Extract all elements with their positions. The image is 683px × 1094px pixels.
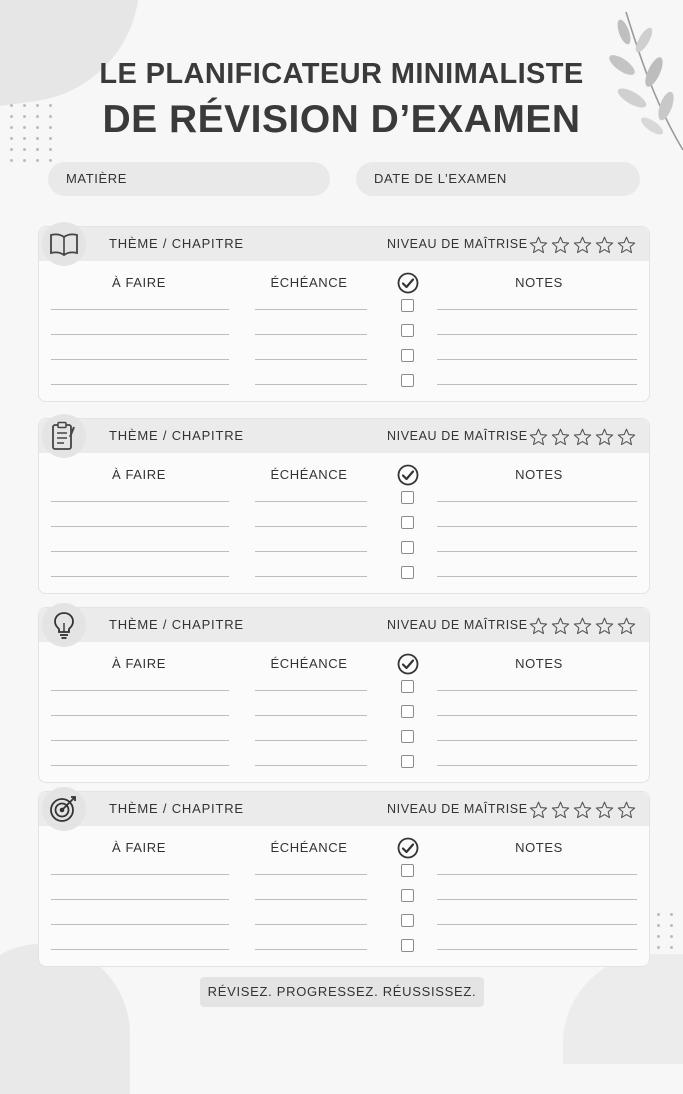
notes-line[interactable]: [437, 309, 637, 310]
due-date-line[interactable]: [255, 334, 367, 335]
notes-line[interactable]: [437, 740, 637, 741]
mastery-stars[interactable]: [529, 617, 636, 635]
due-date-line[interactable]: [255, 576, 367, 577]
todo-line[interactable]: [51, 551, 229, 552]
notes-line[interactable]: [437, 359, 637, 360]
notes-line[interactable]: [437, 899, 637, 900]
star-icon[interactable]: [529, 428, 548, 446]
due-date-line[interactable]: [255, 899, 367, 900]
todo-line[interactable]: [51, 715, 229, 716]
todo-line[interactable]: [51, 359, 229, 360]
task-checkbox[interactable]: [401, 680, 414, 693]
exam-date-field[interactable]: DATE DE L’EXAMEN: [356, 162, 640, 196]
task-checkbox[interactable]: [401, 324, 414, 337]
task-checkbox[interactable]: [401, 755, 414, 768]
todo-column-header: À FAIRE: [111, 840, 167, 855]
theme-chapter-label: THÈME / CHAPITRE: [109, 801, 244, 816]
study-section-card: [38, 226, 650, 402]
notes-line[interactable]: [437, 924, 637, 925]
star-icon[interactable]: [551, 617, 570, 635]
todo-column-header: À FAIRE: [111, 275, 167, 290]
mastery-level-label: NIVEAU DE MAÎTRISE: [387, 237, 528, 251]
task-checkbox[interactable]: [401, 541, 414, 554]
study-section-card: [38, 607, 650, 783]
todo-line[interactable]: [51, 501, 229, 502]
section-header: [39, 227, 649, 261]
star-icon[interactable]: [617, 617, 636, 635]
section-header: [39, 792, 649, 826]
lightbulb-icon: [42, 603, 86, 647]
due-date-column-header: ÉCHÉANCE: [270, 656, 348, 671]
notes-line[interactable]: [437, 526, 637, 527]
star-icon[interactable]: [573, 428, 592, 446]
due-date-line[interactable]: [255, 715, 367, 716]
notes-line[interactable]: [437, 949, 637, 950]
mastery-stars[interactable]: [529, 428, 636, 446]
task-checkbox[interactable]: [401, 705, 414, 718]
todo-line[interactable]: [51, 690, 229, 691]
due-date-line[interactable]: [255, 740, 367, 741]
notes-line[interactable]: [437, 384, 637, 385]
mastery-level-label: NIVEAU DE MAÎTRISE: [387, 429, 528, 443]
due-date-column-header: ÉCHÉANCE: [270, 275, 348, 290]
task-checkbox[interactable]: [401, 299, 414, 312]
task-checkbox[interactable]: [401, 566, 414, 579]
todo-line[interactable]: [51, 576, 229, 577]
notes-column-header: NOTES: [515, 840, 563, 855]
todo-line[interactable]: [51, 309, 229, 310]
star-icon[interactable]: [595, 428, 614, 446]
task-checkbox[interactable]: [401, 491, 414, 504]
todo-line[interactable]: [51, 740, 229, 741]
notes-line[interactable]: [437, 334, 637, 335]
star-icon[interactable]: [617, 236, 636, 254]
book-icon: [42, 222, 86, 266]
due-date-line[interactable]: [255, 924, 367, 925]
task-checkbox[interactable]: [401, 864, 414, 877]
star-icon[interactable]: [595, 617, 614, 635]
check-circle-icon: [397, 837, 419, 864]
task-checkbox[interactable]: [401, 730, 414, 743]
due-date-line[interactable]: [255, 765, 367, 766]
todo-line[interactable]: [51, 899, 229, 900]
notes-line[interactable]: [437, 551, 637, 552]
notes-line[interactable]: [437, 874, 637, 875]
star-icon[interactable]: [617, 428, 636, 446]
decor-blob-bottom-right: [563, 954, 683, 1064]
notes-line[interactable]: [437, 576, 637, 577]
todo-line[interactable]: [51, 874, 229, 875]
notes-line[interactable]: [437, 690, 637, 691]
theme-chapter-label: THÈME / CHAPITRE: [109, 236, 244, 251]
due-date-line[interactable]: [255, 690, 367, 691]
theme-chapter-label: THÈME / CHAPITRE: [109, 428, 244, 443]
mastery-stars[interactable]: [529, 801, 636, 819]
todo-column-header: À FAIRE: [111, 467, 167, 482]
star-icon[interactable]: [573, 801, 592, 819]
mastery-level-label: NIVEAU DE MAÎTRISE: [387, 618, 528, 632]
clipboard-icon: [42, 414, 86, 458]
star-icon[interactable]: [529, 617, 548, 635]
task-checkbox[interactable]: [401, 914, 414, 927]
page-title-line-2: DE RÉVISION D’EXAMEN: [102, 98, 581, 141]
due-date-column-header: ÉCHÉANCE: [270, 840, 348, 855]
due-date-line[interactable]: [255, 874, 367, 875]
page-title-line-1: LE PLANIFICATEUR MINIMALISTE: [99, 58, 584, 90]
task-checkbox[interactable]: [401, 516, 414, 529]
due-date-line[interactable]: [255, 949, 367, 950]
check-circle-icon: [397, 272, 419, 299]
due-date-line[interactable]: [255, 526, 367, 527]
notes-column-header: NOTES: [515, 467, 563, 482]
notes-column-header: NOTES: [515, 656, 563, 671]
star-icon[interactable]: [529, 236, 548, 254]
todo-line[interactable]: [51, 765, 229, 766]
star-icon[interactable]: [595, 801, 614, 819]
todo-line[interactable]: [51, 334, 229, 335]
todo-line[interactable]: [51, 384, 229, 385]
footer-slogan: RÉVISEZ. PROGRESSEZ. RÉUSSISSEZ.: [200, 977, 484, 1007]
star-icon[interactable]: [595, 236, 614, 254]
star-icon[interactable]: [573, 617, 592, 635]
task-checkbox[interactable]: [401, 374, 414, 387]
check-circle-icon: [397, 464, 419, 491]
section-header: [39, 608, 649, 642]
due-date-line[interactable]: [255, 551, 367, 552]
due-date-line[interactable]: [255, 359, 367, 360]
study-section-card: [38, 791, 650, 967]
notes-line[interactable]: [437, 501, 637, 502]
star-icon[interactable]: [551, 428, 570, 446]
mastery-stars[interactable]: [529, 236, 636, 254]
star-icon[interactable]: [551, 801, 570, 819]
task-checkbox[interactable]: [401, 889, 414, 902]
target-icon: [42, 787, 86, 831]
star-icon[interactable]: [551, 236, 570, 254]
todo-line[interactable]: [51, 526, 229, 527]
star-icon[interactable]: [573, 236, 592, 254]
star-icon[interactable]: [529, 801, 548, 819]
due-date-line[interactable]: [255, 384, 367, 385]
due-date-column-header: ÉCHÉANCE: [270, 467, 348, 482]
theme-chapter-label: THÈME / CHAPITRE: [109, 617, 244, 632]
study-section-card: [38, 418, 650, 594]
due-date-line[interactable]: [255, 309, 367, 310]
check-circle-icon: [397, 653, 419, 680]
notes-line[interactable]: [437, 715, 637, 716]
subject-field[interactable]: MATIÈRE: [48, 162, 330, 196]
todo-column-header: À FAIRE: [111, 656, 167, 671]
todo-line[interactable]: [51, 924, 229, 925]
due-date-line[interactable]: [255, 501, 367, 502]
notes-line[interactable]: [437, 765, 637, 766]
task-checkbox[interactable]: [401, 939, 414, 952]
section-header: [39, 419, 649, 453]
mastery-level-label: NIVEAU DE MAÎTRISE: [387, 802, 528, 816]
todo-line[interactable]: [51, 949, 229, 950]
task-checkbox[interactable]: [401, 349, 414, 362]
notes-column-header: NOTES: [515, 275, 563, 290]
star-icon[interactable]: [617, 801, 636, 819]
